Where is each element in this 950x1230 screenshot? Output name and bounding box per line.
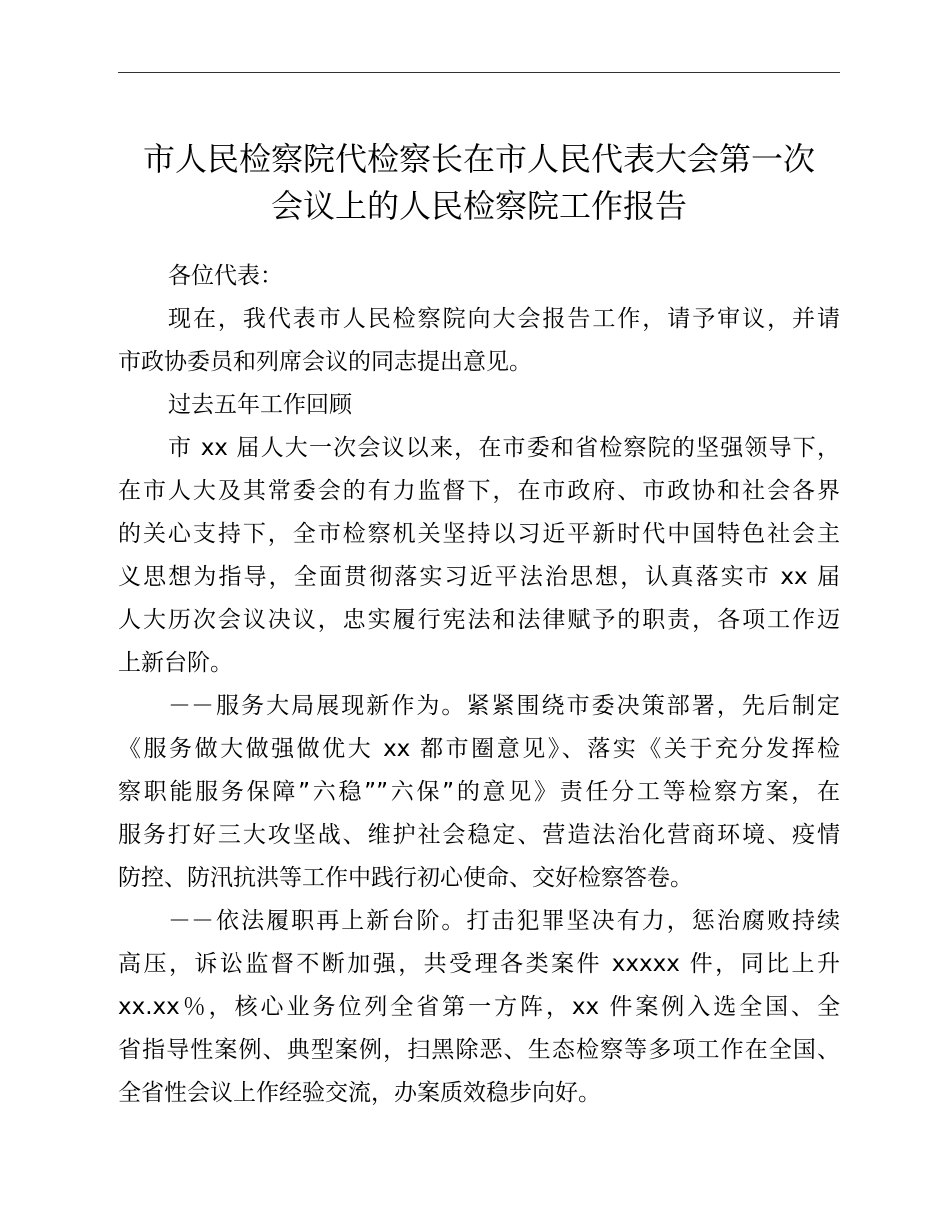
- text-line: 现在，我代表市人民检察院向大会报告工作，请予审议，并请: [168, 306, 840, 332]
- text-line: 人大历次会议决议，忠实履行宪法和法律赋予的职责，各项工作迈: [118, 607, 840, 633]
- text-line: 防控、防汛抗洪等工作中践行初心使命、交好检察答卷。: [118, 865, 693, 891]
- text-line: 市政协委员和列席会议的同志提出意见。: [118, 349, 532, 375]
- section-heading: 过去五年工作回顾: [168, 392, 352, 418]
- text-line: xx.xx％，核心业务位列全省第一方阵，xx 件案例入选全国、全: [118, 994, 840, 1020]
- text-line: 的关心支持下，全市检察机关坚持以习近平新时代中国特色社会主: [118, 521, 840, 547]
- salutation: 各位代表：: [168, 263, 283, 289]
- text-line: 上新台阶。: [118, 650, 233, 676]
- title-line-1: 市人民检察院代检察长在市人民代表大会第一次: [142, 140, 815, 178]
- text-line: 《服务做大做强做优大 xx 都市圈意见》、落实《关于充分发挥检: [118, 736, 840, 762]
- text-line: 市 xx 届人大一次会议以来，在市委和省检察院的坚强领导下，: [168, 435, 840, 461]
- text-line: 在市人大及其常委会的有力监督下，在市政府、市政协和社会各界: [118, 478, 840, 504]
- text-line: 服务打好三大攻坚战、维护社会稳定、营造法治化营商环境、疫情: [118, 822, 840, 848]
- text-line: 省指导性案例、典型案例，扫黑除恶、生态检察等多项工作在全国、: [118, 1037, 840, 1063]
- document-body: [118, 256, 840, 1116]
- text-line: 全省性会议上作经验交流，办案质效稳步向好。: [118, 1080, 601, 1106]
- text-line: －－服务大局展现新作为。紧紧围绕市委决策部署，先后制定: [168, 693, 840, 719]
- text-line: －－依法履职再上新台阶。打击犯罪坚决有力，惩治腐败持续: [168, 908, 840, 934]
- document-title: [118, 136, 840, 230]
- header-rule: [118, 72, 840, 73]
- text-line: 察职能服务保障”六稳””六保”的意见》责任分工等检察方案，在: [118, 779, 840, 805]
- text-line: 义思想为指导，全面贯彻落实习近平法治思想，认真落实市 xx 届: [118, 564, 840, 590]
- title-line-2: 会议上的人民检察院工作报告: [270, 187, 687, 225]
- text-line: 高压，诉讼监督不断加强，共受理各类案件 xxxxx 件，同比上升: [118, 951, 840, 977]
